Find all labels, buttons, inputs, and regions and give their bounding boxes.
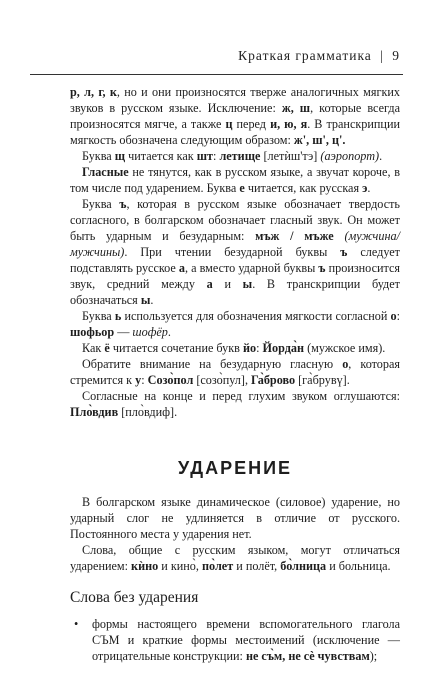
paragraph-p7 [70, 356, 400, 388]
text-segment: [пло̀вдиф]. [118, 405, 178, 419]
text-segment: Обратите внимание на безударную гласную [82, 357, 343, 371]
text-segment: р, л, г, к [70, 85, 117, 99]
text-segment: . [367, 181, 371, 195]
text-segment: Слова, общие с русским языком, могут отличаться ударением: [70, 543, 400, 573]
text-segment: а [178, 261, 185, 275]
text-segment: ъ [119, 197, 127, 211]
text-segment: [га̀брувү]. [295, 373, 350, 387]
paragraph-s1 [70, 494, 400, 542]
text-segment: шофёр [132, 325, 168, 339]
text-segment: не тянутся, как в русском языке, а звучат короче, в том числе под ударением. Буква [70, 165, 400, 195]
text-segment: используется для обозначения мягкости согласной [121, 309, 391, 323]
text-segment: Пло̀вдив [70, 405, 119, 419]
header-rule [30, 74, 403, 75]
text-segment: шт [196, 149, 213, 163]
text-segment: кѝно [131, 559, 159, 573]
text-segment: (мужское имя). [304, 341, 386, 355]
text-segment: и больница. [326, 559, 391, 573]
text-segment: не съ̀м, не сѐ чувствам [245, 649, 370, 663]
paragraph-p2 [70, 148, 400, 164]
text-segment: Согласные на конце и перед глухим звуком оглушаются: [82, 389, 400, 403]
text-segment: и, ю, я [270, 117, 308, 131]
section-paragraphs [70, 494, 400, 574]
text-segment: шофьор [70, 325, 115, 339]
section-title: УДАРЕНИЕ [177, 458, 293, 478]
page-number: 9 [392, 48, 400, 63]
text-segment: Буква [82, 309, 115, 323]
text-segment: перед [232, 117, 271, 131]
text-segment: [летѝш'тэ] [260, 149, 321, 163]
text-segment: (мужчина/мужчины) [70, 229, 400, 259]
bullet-icon: • [74, 617, 79, 631]
text-segment: Гласные [82, 165, 129, 179]
text-segment: и [212, 277, 243, 291]
text-segment: читается сочетание букв [109, 341, 243, 355]
text-segment: ж, ш [281, 101, 311, 115]
bullet-item [70, 616, 400, 664]
text-segment: , которая в русском языке обозначает твердость согласного, в болгарском обозначает гласный звук. Он может быть ударным и безударным: [70, 197, 400, 243]
text-segment: ы [140, 293, 151, 307]
text-segment: . [167, 325, 171, 339]
text-segment: и полёт, [233, 559, 281, 573]
text-segment: а [206, 277, 213, 291]
text-segment: , которая стремится к [70, 357, 401, 387]
text-segment: Йорда̀н [262, 341, 305, 355]
subheading: Слова без ударения [70, 589, 199, 606]
header-separator: | [380, 48, 384, 63]
text-segment: : [256, 341, 263, 355]
text-segment: : [396, 309, 400, 323]
text-segment: по̀лет [202, 559, 234, 573]
text-segment: Как [82, 341, 105, 355]
text-segment: , которые всегда произносятся мягче, а также [70, 101, 400, 131]
text-segment: о [390, 309, 397, 323]
bullet-list [70, 616, 400, 664]
text-segment: ц [225, 117, 233, 131]
text-segment: бо̀лница [280, 559, 327, 573]
text-segment: е [239, 181, 245, 195]
paragraph-p5 [70, 308, 400, 340]
text-segment: формы настоящего времени вспомогательного глагола СЪМ и краткие формы местоимений (исключение — отрицательные конструкции: [92, 617, 400, 663]
text-segment: читается как [125, 149, 197, 163]
text-segment: произносится звук, средний между [70, 261, 400, 291]
text-segment: (аэропорт) [320, 149, 380, 163]
text-segment: мъж / мъже [255, 229, 334, 243]
text-segment: ); [369, 649, 378, 663]
paragraph-p3 [70, 164, 400, 196]
text-segment: ы [242, 277, 253, 291]
text-segment: летище [219, 149, 261, 163]
text-segment: щ [114, 149, 126, 163]
text-segment: В болгарском языке динамическое (силовое) ударение, но ударный слог не удлиняется в отличие от русского. Постоянного места у ударения нет. [70, 495, 400, 541]
paragraph-p6 [70, 340, 400, 356]
text-segment: . [379, 149, 383, 163]
intro-paragraphs [70, 84, 400, 420]
text-segment: . При чтении безударной буквы [124, 245, 341, 259]
text-segment: Созо̀пол [147, 373, 194, 387]
text-segment: ъ [318, 261, 326, 275]
text-segment: ё [104, 341, 110, 355]
text-segment: ь [114, 309, 122, 323]
text-segment: у [135, 373, 142, 387]
text-segment: о [342, 357, 349, 371]
text-segment: читается, как русская [244, 181, 363, 195]
text-segment: . В транскрипции мягкость обозначена следующим образом: [70, 117, 400, 147]
header-title: Краткая грамматика [238, 48, 372, 63]
text-segment: [созо̀пул], [193, 373, 252, 387]
paragraph-s2 [70, 542, 400, 574]
text-segment: . В транскрипции будет обозначаться [70, 277, 400, 307]
text-segment: . [150, 293, 154, 307]
running-header [238, 48, 400, 64]
text-segment: , но и они произносятся тверже аналогичных мягких звуков в русском языке. Исключение: [70, 85, 400, 115]
text-segment: , а вместо ударной буквы [185, 261, 319, 275]
text-segment: э [362, 181, 368, 195]
text-segment: ъ [340, 245, 348, 259]
text-segment: — [114, 325, 133, 339]
text-segment: Буква [82, 149, 115, 163]
text-segment: следует подставлять русское [70, 245, 401, 275]
text-segment: : [213, 149, 220, 163]
page-content [70, 84, 400, 664]
paragraph-p8 [70, 388, 400, 420]
text-segment: ж', ш', ц'. [293, 133, 346, 147]
paragraph-p1 [70, 84, 400, 148]
text-segment: Буква [82, 197, 120, 211]
text-segment: : [141, 373, 148, 387]
text-segment: Га̀брово [251, 373, 296, 387]
text-segment: и кино̀, [158, 559, 202, 573]
text-segment: йо [242, 341, 257, 355]
paragraph-p4 [70, 196, 400, 308]
